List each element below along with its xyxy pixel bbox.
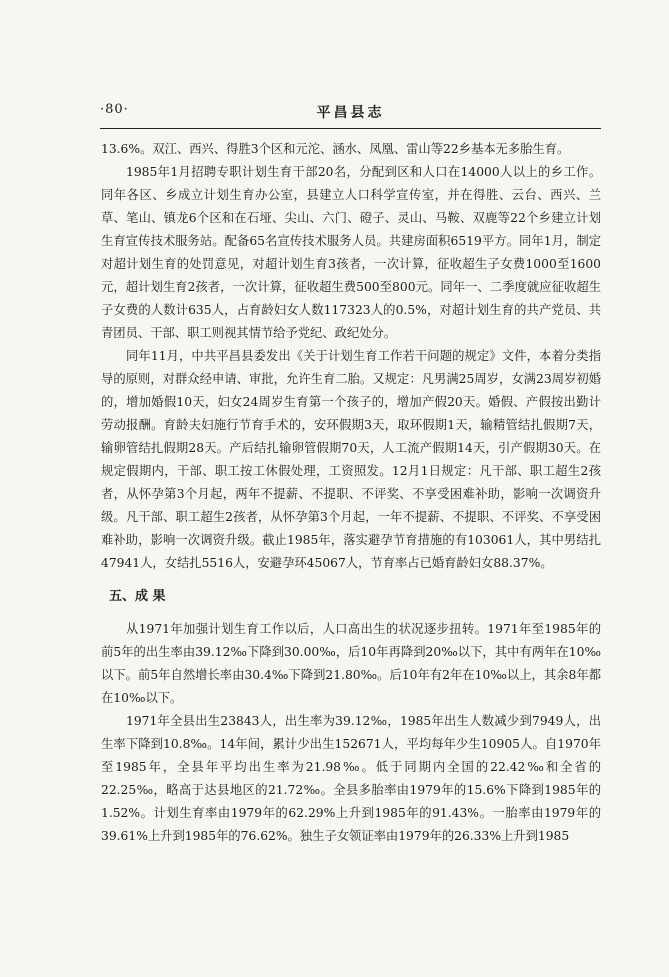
paragraph: 1971年全县出生23843人，出生率为39.12‰，1985年出生人数减少到7949人，出生率下降到10.8‰。14年间，累计少出生152671人，平均每年少生10905人。自1970年至1985年，全县年平均出生率为21.98‰。低于同期内全国的22.42‰和全省的22.25‰，略高于达县地区的21.72‰。全县多胎率由1979年的15.6%下降到1985年的1.52%。计划生育率由1979年的62.29%上升到1985年的91.43%。一胎率由1979年的39.61%上升到1985年的76.62%。独生子女领证率由1979年的26.33%上升到1985 — [101, 714, 601, 843]
paragraph: 1985年1月招聘专职计划生育干部20名，分配到区和人口在14000人以上的乡工作。同年各区、乡成立计划生育办公室，县建立人口科学宣传室，并在得胜、云台、西兴、兰草、笔山、镇龙6个区和在石垭、尖山、六门、磴子、灵山、马鞍、双鹿等22个乡建立计划生育宣传技术服务站。配备65名宣传技术服务人员。共建房面积6519平方。同年1月，制定对超计划生育的处罚意见，对超计划生育3孩者，一次计算，征收超生子女费1000至1600元，超计划生育2孩者，一次计算，征收超生费500至800元。同年一、二季度就应征收超生子女费的人数计635人，占育龄妇女人数117323人的0.5%，对超计划生育的共产党员、共青团员、干部、职工则视其情节给予党纪、政纪处分。 — [101, 165, 601, 340]
paragraph: 同年11月，中共平昌县委发出《关于计划生育工作若干问题的规定》文件，本着分类指导的原则，对群众经申请、审批，允许生育二胎。又规定：凡男满25周岁，女满23周岁初婚的，增加婚假10天，妇女24周岁生育第一个孩子的，增加产假20天。婚假、产假按出勤计劳动报酬。育龄夫妇施行节育手术的，安环假期3天，取环假期1天，输精管结扎假期7天，输卵管结扎假期28天。产后结扎输卵管假期70天，人工流产假期14天，引产假期30天。在规定假期内，干部、职工按工休假处理，工资照发。12月1日规定：凡干部、职工超生2孩者，从怀孕第3个月起，两年不提薪、不提职、不评奖、不享受困难补助，影响一次调资升级。凡干部、职工超生2孩者，从怀孕第3个月起，一年不提薪、不提职、不评奖、不享受困难补助，影响一次调资升级。截止1985年，落实避孕节育措施的有103061人，其中男结扎47941人，女结扎5516人，安避孕环45067人，节育率占已婚育龄妇女88.37%。 — [101, 349, 601, 570]
page-number: ·80· — [100, 102, 129, 117]
book-title: 平昌县志 — [316, 105, 385, 121]
section-heading: 五、成 果 — [109, 589, 166, 604]
header-rule — [100, 128, 601, 129]
page-header — [100, 102, 601, 124]
paragraph: 13.6%。双江、西兴、得胜3个区和元沱、涵水、凤凰、雷山等22乡基本无多胎生育。 — [101, 142, 570, 156]
document-body — [101, 138, 601, 848]
paragraph: 从1971年加强计划生育工作以后，人口高出生的状况逐步扭转。1971年至1985年的前5年的出生率由39.12‰下降到30.00‰，后10年再降到20‰以下，其中有两年在10‰以下。前5年自然增长率由30.4‰下降到21.80‰。后10年有2年在10‰以上，其余8年都在10‰以下。 — [101, 622, 601, 705]
